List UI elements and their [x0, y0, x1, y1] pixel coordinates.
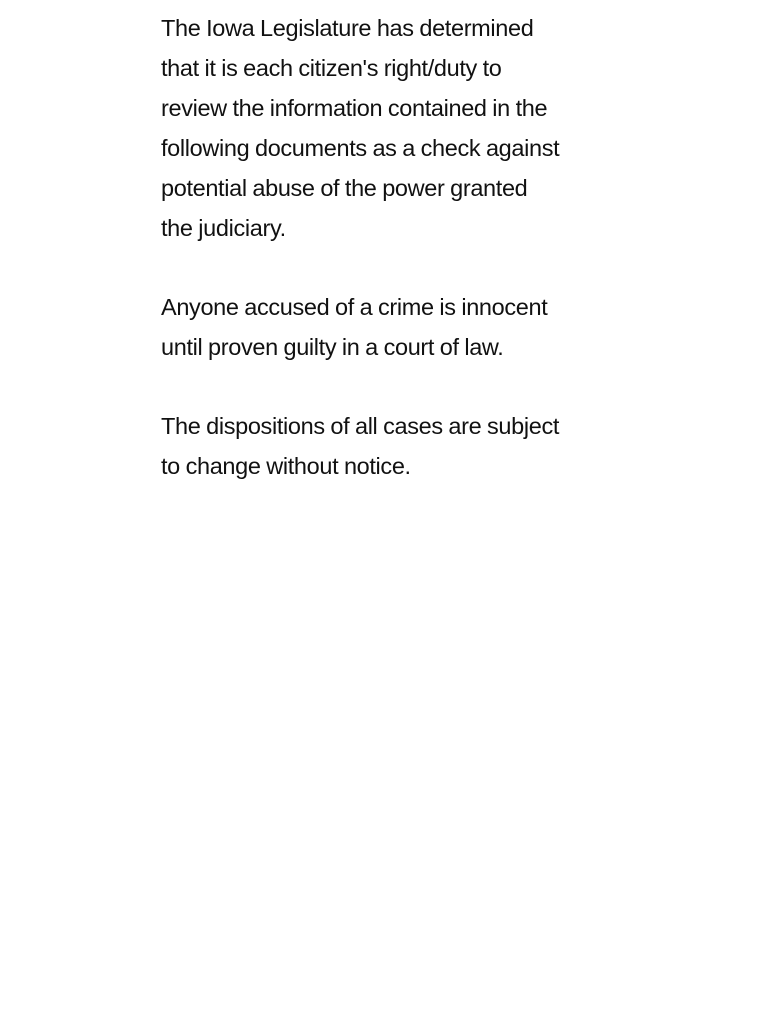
notice-line: that it is each citizen's right/duty to — [161, 55, 502, 81]
notice-paragraph-dispositions — [161, 406, 621, 486]
notice-line: the judiciary. — [161, 215, 286, 241]
notice-line: until proven guilty in a court of law. — [161, 334, 504, 360]
notice-line: Anyone accused of a crime is innocent — [161, 294, 548, 320]
legal-notice — [161, 8, 621, 486]
notice-paragraph-innocence — [161, 287, 621, 367]
notice-line: The dispositions of all cases are subject — [161, 413, 560, 439]
notice-paragraph-legislature — [161, 8, 621, 248]
notice-line: The Iowa Legislature has determined — [161, 15, 534, 41]
notice-line: following documents as a check against — [161, 135, 560, 161]
notice-line: to change without notice. — [161, 453, 411, 479]
notice-line: review the information contained in the — [161, 95, 548, 121]
notice-line: potential abuse of the power granted — [161, 175, 528, 201]
